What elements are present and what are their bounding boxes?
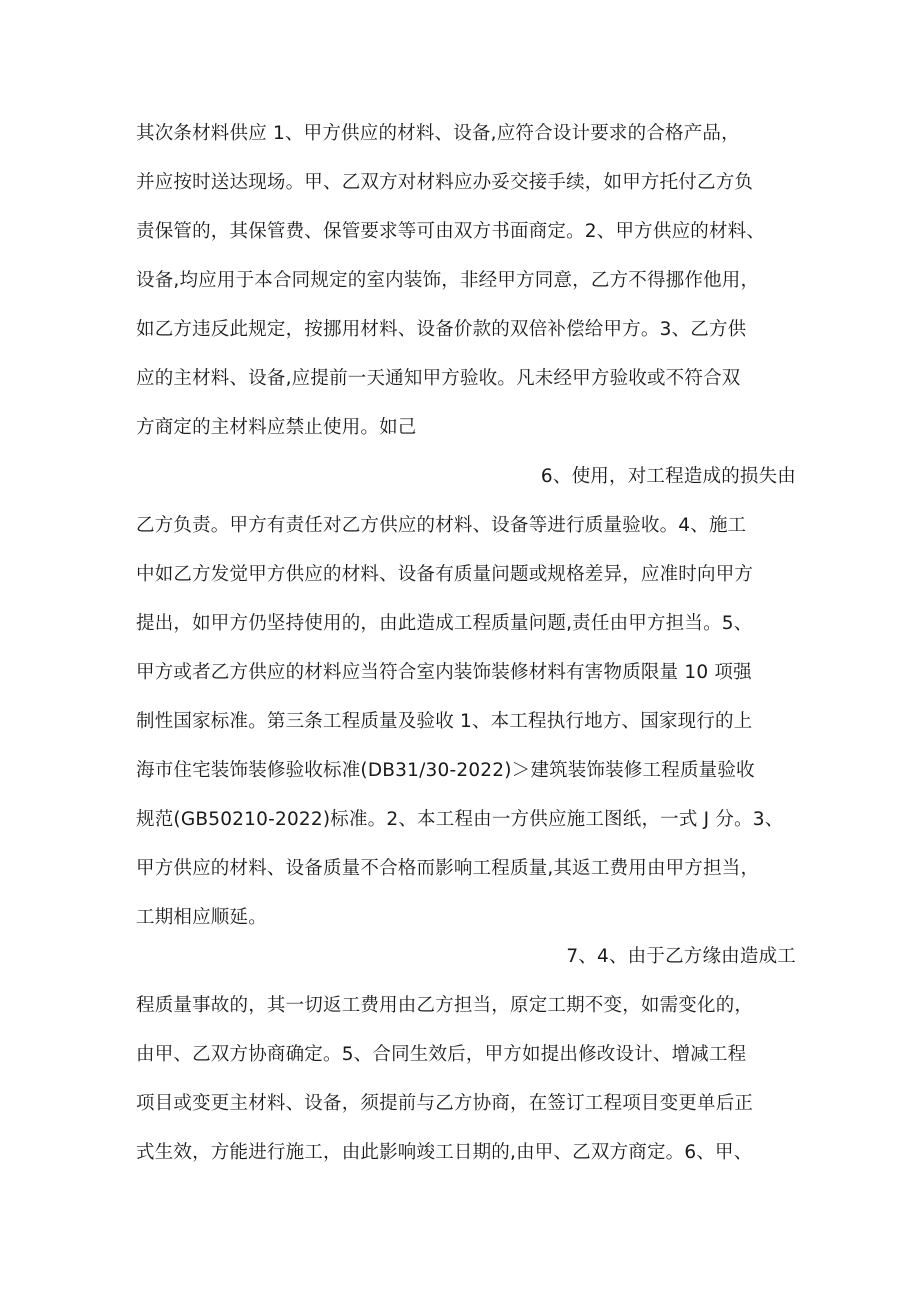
text-line-14: 海市住宅装饰装修验收标准(DB31∕30-2022)＞建筑装饰装修工程质量验收 — [136, 760, 755, 781]
text-line-3: 责保管的，其保管费、保管要求等可由双方书面商定。2、甲方供应的材料、 — [136, 221, 766, 242]
text-line-15: 规范(GB50210-2022)标准。2、本工程由一方供应施工图纸，一式 J 分。3、 — [136, 809, 784, 830]
text-line-9: 乙方负责。甲方有责任对乙方供应的材料、设备等进行质量验收。4、施工 — [136, 515, 747, 536]
text-line-11: 提出，如甲方仍坚持使用的，由此造成工程质量问题,责任由甲方担当。5、 — [136, 613, 753, 634]
text-line-1: 其次条材料供应 1、甲方供应的材料、设备,应符合设计要求的合格产品， — [136, 123, 740, 144]
text-line-13: 制性国家标准。第三条工程质量及验收 1、本工程执行地方、国家现行的上 — [136, 711, 753, 732]
text-line-22: 式生效，方能进行施工，由此影响竣工日期的,由甲、乙双方商定。6、甲、 — [136, 1142, 753, 1163]
text-line-16: 甲方供应的材料、设备质量不合格而影响工程质量,其返工费用由甲方担当， — [136, 858, 760, 879]
text-line-18: 7、4、由于乙方缘由造成工 — [566, 946, 796, 967]
text-line-19: 程质量事故的，其一切返工费用由乙方担当，原定工期不变，如需变化的， — [136, 995, 754, 1016]
text-line-12: 甲方或者乙方供应的材料应当符合室内装饰装修材料有害物质限量 10 项强 — [136, 662, 752, 683]
text-line-7: 方商定的主材料应禁止使用。如己 — [136, 417, 417, 438]
text-line-21: 项目或变更主材料、设备，须提前与乙方协商，在签订工程项目变更单后正 — [136, 1093, 754, 1114]
text-line-20: 由甲、乙双方协商确定。5、合同生效后，甲方如提出修改设计、增减工程 — [136, 1044, 747, 1065]
text-line-2: 并应按时送达现场。甲、乙双方对材料应办妥交接手续，如甲方托付乙方负 — [136, 172, 754, 193]
text-line-8: 6、使用，对工程造成的损失由 — [540, 466, 796, 487]
text-line-4: 设备,均应用于本合同规定的室内装饰，非经甲方同意，乙方不得挪作他用， — [136, 270, 760, 291]
text-line-5: 如乙方违反此规定，按挪用材料、设备价款的双倍补偿给甲方。3、乙方供 — [136, 319, 747, 340]
text-line-6: 应的主材料、设备,应提前一天通知甲方验收。凡未经甲方验收或不符合双 — [136, 368, 741, 389]
text-line-17: 工期相应顺延。 — [136, 907, 267, 928]
text-line-10: 中如乙方发觉甲方供应的材料、设备有质量问题或规格差异，应准时向甲方 — [136, 564, 754, 585]
